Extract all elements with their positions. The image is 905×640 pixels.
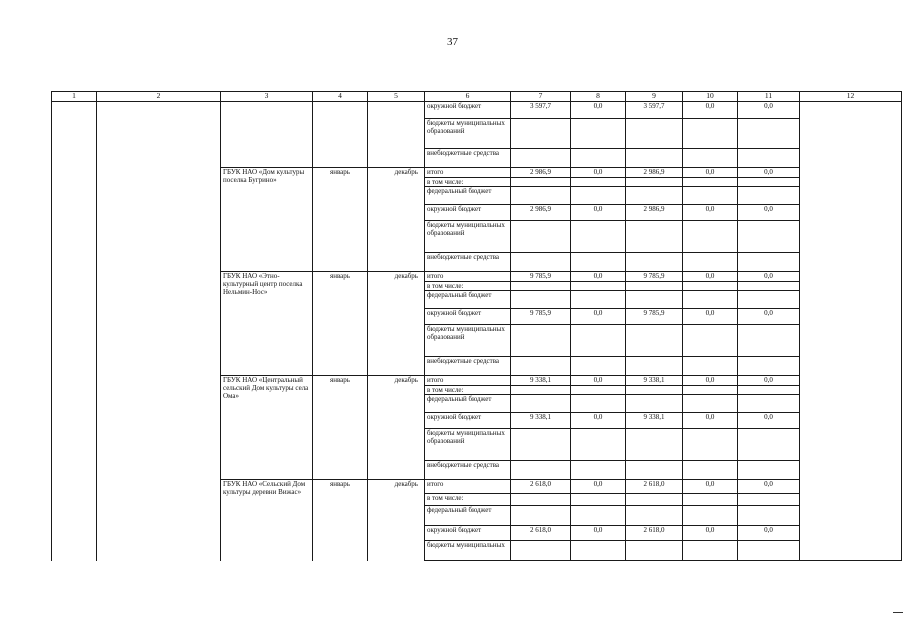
column-number: 2 (97, 92, 221, 102)
program-cell (97, 178, 221, 187)
amount-col8-cell (571, 221, 626, 253)
funding-source-cell: итого (425, 480, 511, 494)
amount-col9-cell (626, 119, 683, 149)
row-number-cell (52, 221, 97, 253)
notes-cell (800, 506, 902, 526)
row-number-cell (52, 119, 97, 149)
amount-col11-cell (738, 395, 800, 413)
row-number-cell (52, 429, 97, 461)
amount-col11-cell (738, 282, 800, 291)
amount-total-cell: 9 338,1 (511, 413, 571, 429)
funding-source-cell: окружной бюджет (425, 309, 511, 325)
notes-cell (800, 187, 902, 205)
table-row (52, 309, 902, 325)
amount-col11-cell: 0,0 (738, 272, 800, 282)
amount-col8-cell (571, 178, 626, 187)
row-number-cell (52, 480, 97, 494)
row-number-cell (52, 386, 97, 395)
amount-col11-cell: 0,0 (738, 480, 800, 494)
notes-cell (800, 429, 902, 461)
page-edge-mark (893, 612, 903, 613)
amount-col11-cell (738, 429, 800, 461)
amount-col9-cell (626, 395, 683, 413)
notes-cell (800, 526, 902, 541)
amount-col9-cell (626, 541, 683, 561)
amount-col9-cell (626, 253, 683, 272)
amount-col10-cell (683, 291, 738, 309)
amount-total-cell (511, 395, 571, 413)
table-row (52, 357, 902, 376)
amount-col8-cell: 0,0 (571, 480, 626, 494)
amount-col8-cell (571, 429, 626, 461)
row-number-cell (52, 357, 97, 376)
column-number: 7 (511, 92, 571, 102)
column-number: 3 (221, 92, 313, 102)
table-row (52, 494, 902, 506)
amount-col9-cell (626, 506, 683, 526)
program-cell (97, 253, 221, 272)
institution-name-cell: ГБУК НАО «Этно-культурный центр поселка Нельмин-Нос» (221, 272, 313, 376)
amount-col8-cell: 0,0 (571, 413, 626, 429)
amount-col9-cell (626, 149, 683, 168)
start-month-cell: январь (313, 168, 368, 272)
amount-col8-cell (571, 395, 626, 413)
amount-col10-cell: 0,0 (683, 413, 738, 429)
amount-col8-cell (571, 325, 626, 357)
column-number-row (52, 92, 902, 102)
amount-total-cell: 2 618,0 (511, 480, 571, 494)
column-number: 11 (738, 92, 800, 102)
institution-name-cell: ГБУК НАО «Центральный сельский Дом культуры села Ома» (221, 376, 313, 480)
end-month-cell: декабрь (368, 168, 425, 272)
amount-col10-cell (683, 386, 738, 395)
column-number: 8 (571, 92, 626, 102)
row-number-cell (52, 282, 97, 291)
funding-source-cell: бюджеты муниципальных образований (425, 325, 511, 357)
amount-total-cell (511, 253, 571, 272)
amount-col11-cell (738, 541, 800, 561)
institution-name-cell (221, 149, 313, 168)
amount-col8-cell (571, 291, 626, 309)
amount-col11-cell (738, 291, 800, 309)
institution-name-cell: ГБУК НАО «Дом культуры поселка Бугрино» (221, 168, 313, 272)
amount-col8-cell: 0,0 (571, 102, 626, 119)
amount-col10-cell: 0,0 (683, 205, 738, 221)
row-number-cell (52, 291, 97, 309)
amount-col9-cell: 2 618,0 (626, 526, 683, 541)
row-number-cell (52, 494, 97, 506)
amount-total-cell: 2 986,9 (511, 168, 571, 178)
table-row (52, 272, 902, 282)
funding-source-cell: окружной бюджет (425, 526, 511, 541)
amount-col8-cell: 0,0 (571, 526, 626, 541)
program-cell (97, 187, 221, 205)
amount-total-cell: 9 785,9 (511, 309, 571, 325)
amount-total-cell (511, 325, 571, 357)
table-row (52, 119, 902, 149)
amount-col11-cell (738, 357, 800, 376)
amount-col10-cell (683, 178, 738, 187)
program-cell (97, 291, 221, 309)
notes-cell (800, 119, 902, 149)
amount-col10-cell: 0,0 (683, 480, 738, 494)
end-month-cell: декабрь (368, 376, 425, 480)
notes-cell (800, 357, 902, 376)
amount-col8-cell (571, 461, 626, 480)
program-cell (97, 119, 221, 149)
amount-col10-cell (683, 119, 738, 149)
table-row (52, 461, 902, 480)
amount-col8-cell (571, 386, 626, 395)
amount-col8-cell (571, 149, 626, 168)
amount-col9-cell: 9 338,1 (626, 413, 683, 429)
amount-col10-cell (683, 187, 738, 205)
amount-col9-cell (626, 386, 683, 395)
program-cell (97, 386, 221, 395)
amount-col10-cell (683, 541, 738, 561)
notes-cell (800, 102, 902, 119)
program-cell (97, 461, 221, 480)
notes-cell (800, 309, 902, 325)
amount-col8-cell: 0,0 (571, 376, 626, 386)
amount-col10-cell: 0,0 (683, 376, 738, 386)
table-row (52, 253, 902, 272)
amount-col9-cell (626, 187, 683, 205)
amount-total-cell: 2 986,9 (511, 205, 571, 221)
notes-cell (800, 291, 902, 309)
program-cell (97, 168, 221, 178)
program-cell (97, 282, 221, 291)
notes-cell (800, 461, 902, 480)
amount-col11-cell: 0,0 (738, 309, 800, 325)
program-cell (97, 272, 221, 282)
funding-source-cell: бюджеты муниципальных образований (425, 221, 511, 253)
row-number-cell (52, 205, 97, 221)
column-number: 5 (368, 92, 425, 102)
table-row (52, 221, 902, 253)
row-number-cell (52, 309, 97, 325)
amount-col9-cell (626, 325, 683, 357)
start-month-cell: январь (313, 480, 368, 561)
amount-col8-cell: 0,0 (571, 205, 626, 221)
amount-col10-cell: 0,0 (683, 309, 738, 325)
funding-source-cell: в том числе: (425, 386, 511, 395)
amount-total-cell (511, 178, 571, 187)
amount-total-cell (511, 149, 571, 168)
program-cell (97, 494, 221, 506)
column-number: 9 (626, 92, 683, 102)
table-row (52, 386, 902, 395)
amount-total-cell (511, 386, 571, 395)
column-number: 6 (425, 92, 511, 102)
start-month-cell (313, 102, 368, 119)
table-row (52, 149, 902, 168)
notes-cell (800, 480, 902, 494)
funding-source-cell: федеральный бюджет (425, 187, 511, 205)
amount-col8-cell (571, 119, 626, 149)
amount-total-cell (511, 221, 571, 253)
amount-total-cell (511, 461, 571, 480)
program-cell (97, 149, 221, 168)
notes-cell (800, 221, 902, 253)
amount-col11-cell (738, 178, 800, 187)
amount-col10-cell (683, 461, 738, 480)
amount-col11-cell: 0,0 (738, 102, 800, 119)
row-number-cell (52, 461, 97, 480)
end-month-cell (368, 102, 425, 119)
amount-total-cell: 3 597,7 (511, 102, 571, 119)
table-row (52, 395, 902, 413)
amount-total-cell (511, 282, 571, 291)
table-row (52, 376, 902, 386)
budget-table (51, 91, 902, 561)
program-cell (97, 395, 221, 413)
amount-col11-cell (738, 461, 800, 480)
table-row (52, 429, 902, 461)
amount-col10-cell (683, 253, 738, 272)
end-month-cell: декабрь (368, 480, 425, 561)
funding-source-cell: внебюджетные средства (425, 357, 511, 376)
amount-col10-cell (683, 506, 738, 526)
table-row (52, 506, 902, 526)
start-month-cell (313, 149, 368, 168)
program-cell (97, 376, 221, 386)
amount-total-cell: 9 338,1 (511, 376, 571, 386)
program-cell (97, 526, 221, 541)
amount-total-cell (511, 187, 571, 205)
amount-col8-cell (571, 541, 626, 561)
amount-col10-cell (683, 494, 738, 506)
table-row (52, 480, 902, 494)
table-row (52, 102, 902, 119)
funding-source-cell: окружной бюджет (425, 205, 511, 221)
program-cell (97, 541, 221, 561)
institution-name-cell (221, 119, 313, 149)
funding-source-cell: федеральный бюджет (425, 291, 511, 309)
amount-col11-cell (738, 253, 800, 272)
amount-col9-cell (626, 429, 683, 461)
amount-col9-cell (626, 178, 683, 187)
row-number-cell (52, 149, 97, 168)
amount-col10-cell (683, 429, 738, 461)
notes-cell (800, 494, 902, 506)
program-cell (97, 325, 221, 357)
row-number-cell (52, 325, 97, 357)
amount-col10-cell: 0,0 (683, 526, 738, 541)
column-number: 10 (683, 92, 738, 102)
amount-col11-cell (738, 149, 800, 168)
notes-cell (800, 168, 902, 178)
amount-total-cell (511, 494, 571, 506)
amount-col11-cell (738, 386, 800, 395)
notes-cell (800, 282, 902, 291)
funding-source-cell: федеральный бюджет (425, 395, 511, 413)
amount-col10-cell (683, 282, 738, 291)
funding-source-cell: внебюджетные средства (425, 253, 511, 272)
amount-col11-cell: 0,0 (738, 168, 800, 178)
start-month-cell (313, 119, 368, 149)
page-number: 37 (447, 36, 458, 48)
amount-col9-cell: 9 338,1 (626, 376, 683, 386)
amount-col11-cell (738, 325, 800, 357)
row-number-cell (52, 178, 97, 187)
amount-col8-cell (571, 253, 626, 272)
funding-source-cell: окружной бюджет (425, 102, 511, 119)
row-number-cell (52, 253, 97, 272)
amount-total-cell (511, 429, 571, 461)
amount-col11-cell (738, 187, 800, 205)
end-month-cell: декабрь (368, 272, 425, 376)
funding-source-cell: итого (425, 272, 511, 282)
amount-total-cell (511, 119, 571, 149)
amount-col10-cell: 0,0 (683, 168, 738, 178)
amount-col9-cell: 2 618,0 (626, 480, 683, 494)
program-cell (97, 413, 221, 429)
row-number-cell (52, 376, 97, 386)
amount-col9-cell: 9 785,9 (626, 309, 683, 325)
notes-cell (800, 386, 902, 395)
table-row (52, 168, 902, 178)
amount-col9-cell (626, 221, 683, 253)
funding-source-cell: в том числе: (425, 282, 511, 291)
notes-cell (800, 325, 902, 357)
amount-total-cell (511, 291, 571, 309)
amount-col8-cell (571, 282, 626, 291)
amount-col9-cell: 9 785,9 (626, 272, 683, 282)
amount-col9-cell (626, 461, 683, 480)
amount-total-cell (511, 357, 571, 376)
amount-col11-cell (738, 221, 800, 253)
amount-col9-cell (626, 357, 683, 376)
row-number-cell (52, 102, 97, 119)
table-row (52, 291, 902, 309)
amount-col10-cell (683, 325, 738, 357)
notes-cell (800, 205, 902, 221)
funding-source-cell: в том числе: (425, 178, 511, 187)
row-number-cell (52, 526, 97, 541)
notes-cell (800, 376, 902, 386)
program-cell (97, 429, 221, 461)
amount-col8-cell (571, 506, 626, 526)
funding-source-cell: внебюджетные средства (425, 461, 511, 480)
table-row (52, 187, 902, 205)
funding-source-cell: итого (425, 168, 511, 178)
amount-col10-cell: 0,0 (683, 102, 738, 119)
amount-col11-cell (738, 506, 800, 526)
program-cell (97, 102, 221, 119)
funding-source-cell: итого (425, 376, 511, 386)
row-number-cell (52, 413, 97, 429)
column-number: 1 (52, 92, 97, 102)
institution-name-cell (221, 102, 313, 119)
notes-cell (800, 149, 902, 168)
table-row (52, 413, 902, 429)
amount-col9-cell (626, 282, 683, 291)
amount-col11-cell: 0,0 (738, 526, 800, 541)
program-cell (97, 205, 221, 221)
amount-total-cell (511, 541, 571, 561)
table-row (52, 541, 902, 561)
end-month-cell (368, 149, 425, 168)
institution-name-cell: ГБУК НАО «Сельский Дом культуры деревни Вижас» (221, 480, 313, 561)
amount-col10-cell (683, 221, 738, 253)
program-cell (97, 309, 221, 325)
notes-cell (800, 253, 902, 272)
amount-col11-cell (738, 119, 800, 149)
program-cell (97, 221, 221, 253)
amount-total-cell (511, 506, 571, 526)
funding-source-cell: внебюджетные средства (425, 149, 511, 168)
column-number: 12 (800, 92, 902, 102)
amount-col10-cell: 0,0 (683, 272, 738, 282)
program-cell (97, 506, 221, 526)
notes-cell (800, 541, 902, 561)
amount-col9-cell: 3 597,7 (626, 102, 683, 119)
table-row (52, 526, 902, 541)
amount-col11-cell (738, 494, 800, 506)
amount-col8-cell: 0,0 (571, 309, 626, 325)
amount-col8-cell: 0,0 (571, 272, 626, 282)
funding-source-cell: бюджеты муниципальных образований (425, 429, 511, 461)
amount-col8-cell (571, 357, 626, 376)
row-number-cell (52, 395, 97, 413)
funding-source-cell: окружной бюджет (425, 413, 511, 429)
funding-source-cell: в том числе: (425, 494, 511, 506)
amount-col10-cell (683, 395, 738, 413)
program-cell (97, 480, 221, 494)
amount-total-cell: 9 785,9 (511, 272, 571, 282)
amount-col8-cell: 0,0 (571, 168, 626, 178)
start-month-cell: январь (313, 272, 368, 376)
row-number-cell (52, 187, 97, 205)
program-cell (97, 357, 221, 376)
column-number: 4 (313, 92, 368, 102)
notes-cell (800, 413, 902, 429)
table-row (52, 325, 902, 357)
funding-source-cell: федеральный бюджет (425, 506, 511, 526)
table-row (52, 178, 902, 187)
amount-col9-cell (626, 494, 683, 506)
row-number-cell (52, 506, 97, 526)
amount-col11-cell: 0,0 (738, 205, 800, 221)
amount-col9-cell: 2 986,9 (626, 205, 683, 221)
start-month-cell: январь (313, 376, 368, 480)
table-row (52, 205, 902, 221)
row-number-cell (52, 272, 97, 282)
notes-cell (800, 272, 902, 282)
amount-col11-cell: 0,0 (738, 413, 800, 429)
funding-source-cell: бюджеты муниципальных (425, 541, 511, 561)
row-number-cell (52, 541, 97, 561)
amount-col9-cell: 2 986,9 (626, 168, 683, 178)
row-number-cell (52, 168, 97, 178)
amount-col11-cell: 0,0 (738, 376, 800, 386)
amount-col8-cell (571, 187, 626, 205)
funding-source-cell: бюджеты муниципальных образований (425, 119, 511, 149)
notes-cell (800, 395, 902, 413)
notes-cell (800, 178, 902, 187)
table-row (52, 282, 902, 291)
end-month-cell (368, 119, 425, 149)
amount-col10-cell (683, 357, 738, 376)
amount-total-cell: 2 618,0 (511, 526, 571, 541)
amount-col8-cell (571, 494, 626, 506)
amount-col10-cell (683, 149, 738, 168)
amount-col9-cell (626, 291, 683, 309)
